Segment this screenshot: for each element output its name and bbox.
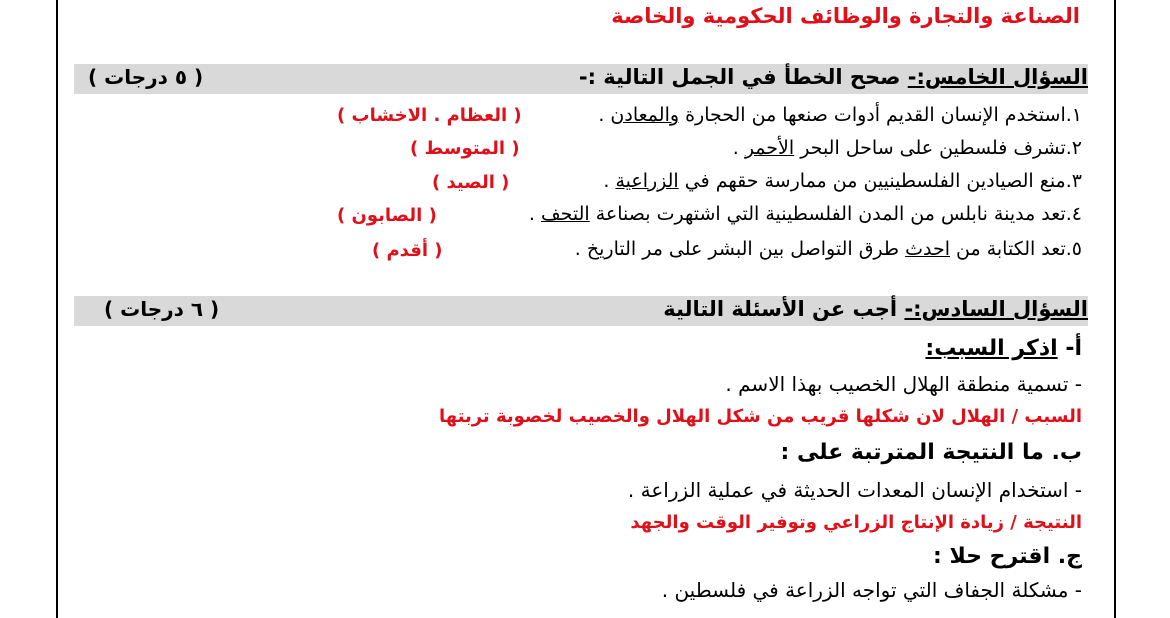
q6-part-a-answer: السبب / الهلال لان شكلها قريب من شكل الهلال والخصيب لخصوبة تربتها	[438, 406, 1082, 427]
q6-instruction: أجب عن الأسئلة التالية	[663, 297, 898, 321]
q5-instruction: صحح الخطأ في الجمل التالية :-	[578, 65, 901, 89]
q5-item-5: ٥.تعد الكتابة من احدث طرق التواصل بين البشر على مر التاريخ .	[574, 238, 1082, 260]
q5-header-bar	[74, 64, 1088, 94]
q5-item-5-answer: ( أقدم )	[372, 240, 443, 261]
q6-part-b-answer: النتيجة / زيادة الإنتاج الزراعي وتوفير الوقت والجهد	[630, 512, 1082, 533]
q5-item-3-answer: ( الصيد )	[432, 172, 510, 193]
q6-part-a-item: - تسمية منطقة الهلال الخصيب بهذا الاسم .	[725, 372, 1082, 396]
q5-item-4-answer: ( الصابون )	[337, 205, 437, 226]
q5-item-3-error: الزراعية	[615, 170, 679, 192]
q5-item-4: ٤.تعد مدينة نابلس من المدن الفلسطينية التي اشتهرت بصناعة التحف .	[528, 203, 1082, 225]
q5-item-4-error: التحف	[540, 203, 590, 225]
q6-part-b-heading: ب. ما النتيجة المترتبة على :	[780, 440, 1082, 465]
q5-label: السؤال الخامس:-	[907, 65, 1088, 89]
q6-part-c-item: - مشكلة الجفاف التي تواجه الزراعة في فلسطين .	[661, 578, 1082, 602]
q5-item-1-error: والمعادن	[610, 104, 680, 126]
q5-item-1-answer: ( العظام . الاخشاب )	[337, 105, 522, 126]
q5-title	[579, 65, 1088, 89]
q6-part-c-heading: ج. اقترح حلا :	[932, 544, 1082, 569]
q6-label: السؤال السادس:-	[904, 297, 1088, 321]
q5-item-2: ٢.تشرف فلسطين على ساحل البحر الأحمر .	[732, 137, 1082, 159]
q6-grade: ( ٦ درجات )	[104, 297, 220, 321]
q5-grade: ( ٥ درجات )	[88, 65, 204, 89]
q5-item-1: ١.استخدم الإنسان القديم أدوات صنعها من الحجارة والمعادن .	[598, 104, 1082, 126]
q5-item-2-answer: ( المتوسط )	[410, 138, 520, 159]
q5-item-3: ٣.منع الصيادين الفلسطينيين من ممارسة حقهم في الزراعية .	[603, 170, 1082, 192]
q5-item-5-error: احدث	[905, 238, 950, 260]
header-line: الصناعة والتجارة والوظائف الحكومية والخاصة	[611, 4, 1080, 28]
q6-part-b-item: - استخدام الإنسان المعدات الحديثة في عملية الزراعة .	[627, 478, 1082, 502]
q6-title	[663, 297, 1088, 321]
q6-header-bar	[74, 296, 1088, 326]
q6-part-a-heading: أ- اذكر السبب:	[925, 336, 1082, 361]
q5-item-2-error: الأحمر	[744, 137, 795, 159]
